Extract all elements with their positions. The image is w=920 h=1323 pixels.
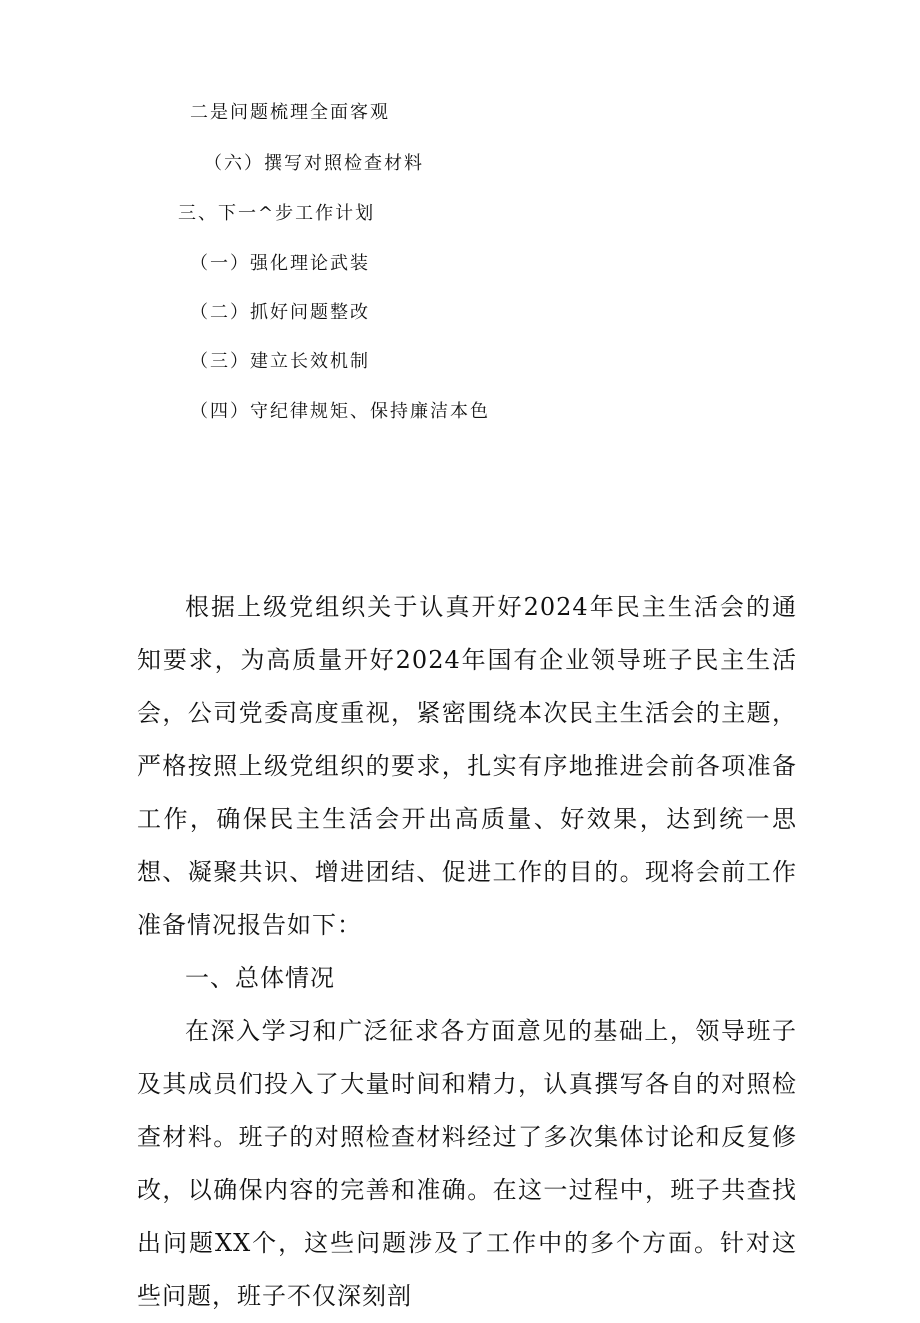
outline-item-mechanism: （三）建立长效机制 [190,351,370,372]
body-text [137,581,797,1323]
section-heading: 一、总体情况 [185,964,335,992]
outline-item-next-plan: 三、下一^步工作计划 [178,203,376,224]
outline-item-theory: （一）强化理论武装 [190,253,370,274]
outline-item-rectification: （二）抓好问题整改 [190,302,370,323]
overview-paragraph: 在深入学习和广泛征求各方面意见的基础上，领导班子及其成员们投入了大量时间和精力，认真撰写各自的对照检查材料。班子的对照检查材料经过了多次集体讨论和反复修改，以确保内容的完善和准确。在这一过程中，班子共查找出问题XX个，这些问题涉及了工作中的多个方面。针对这些问题，班子不仅深刻剖 [137,1017,797,1310]
outline-item-problem-review: 二是问题梳理全面客观 [190,102,390,123]
outline-item-discipline: （四）守纪律规矩、保持廉洁本色 [190,401,490,422]
intro-paragraph: 根据上级党组织关于认真开好2024年民主生活会的通知要求，为高质量开好2024年国有企业领导班子民主生活会，公司党委高度重视，紧密围绕本次民主生活会的主题，严格按照上级党组织的要求，扎实有序地推进会前各项准备工作，确保民主生活会开出高质量、好效果，达到统一思想、凝聚共识、增进团结、促进工作的目的。现将会前工作准备情况报告如下： [137,593,797,939]
outline-item-write-materials: （六）撰写对照检查材料 [204,153,424,174]
